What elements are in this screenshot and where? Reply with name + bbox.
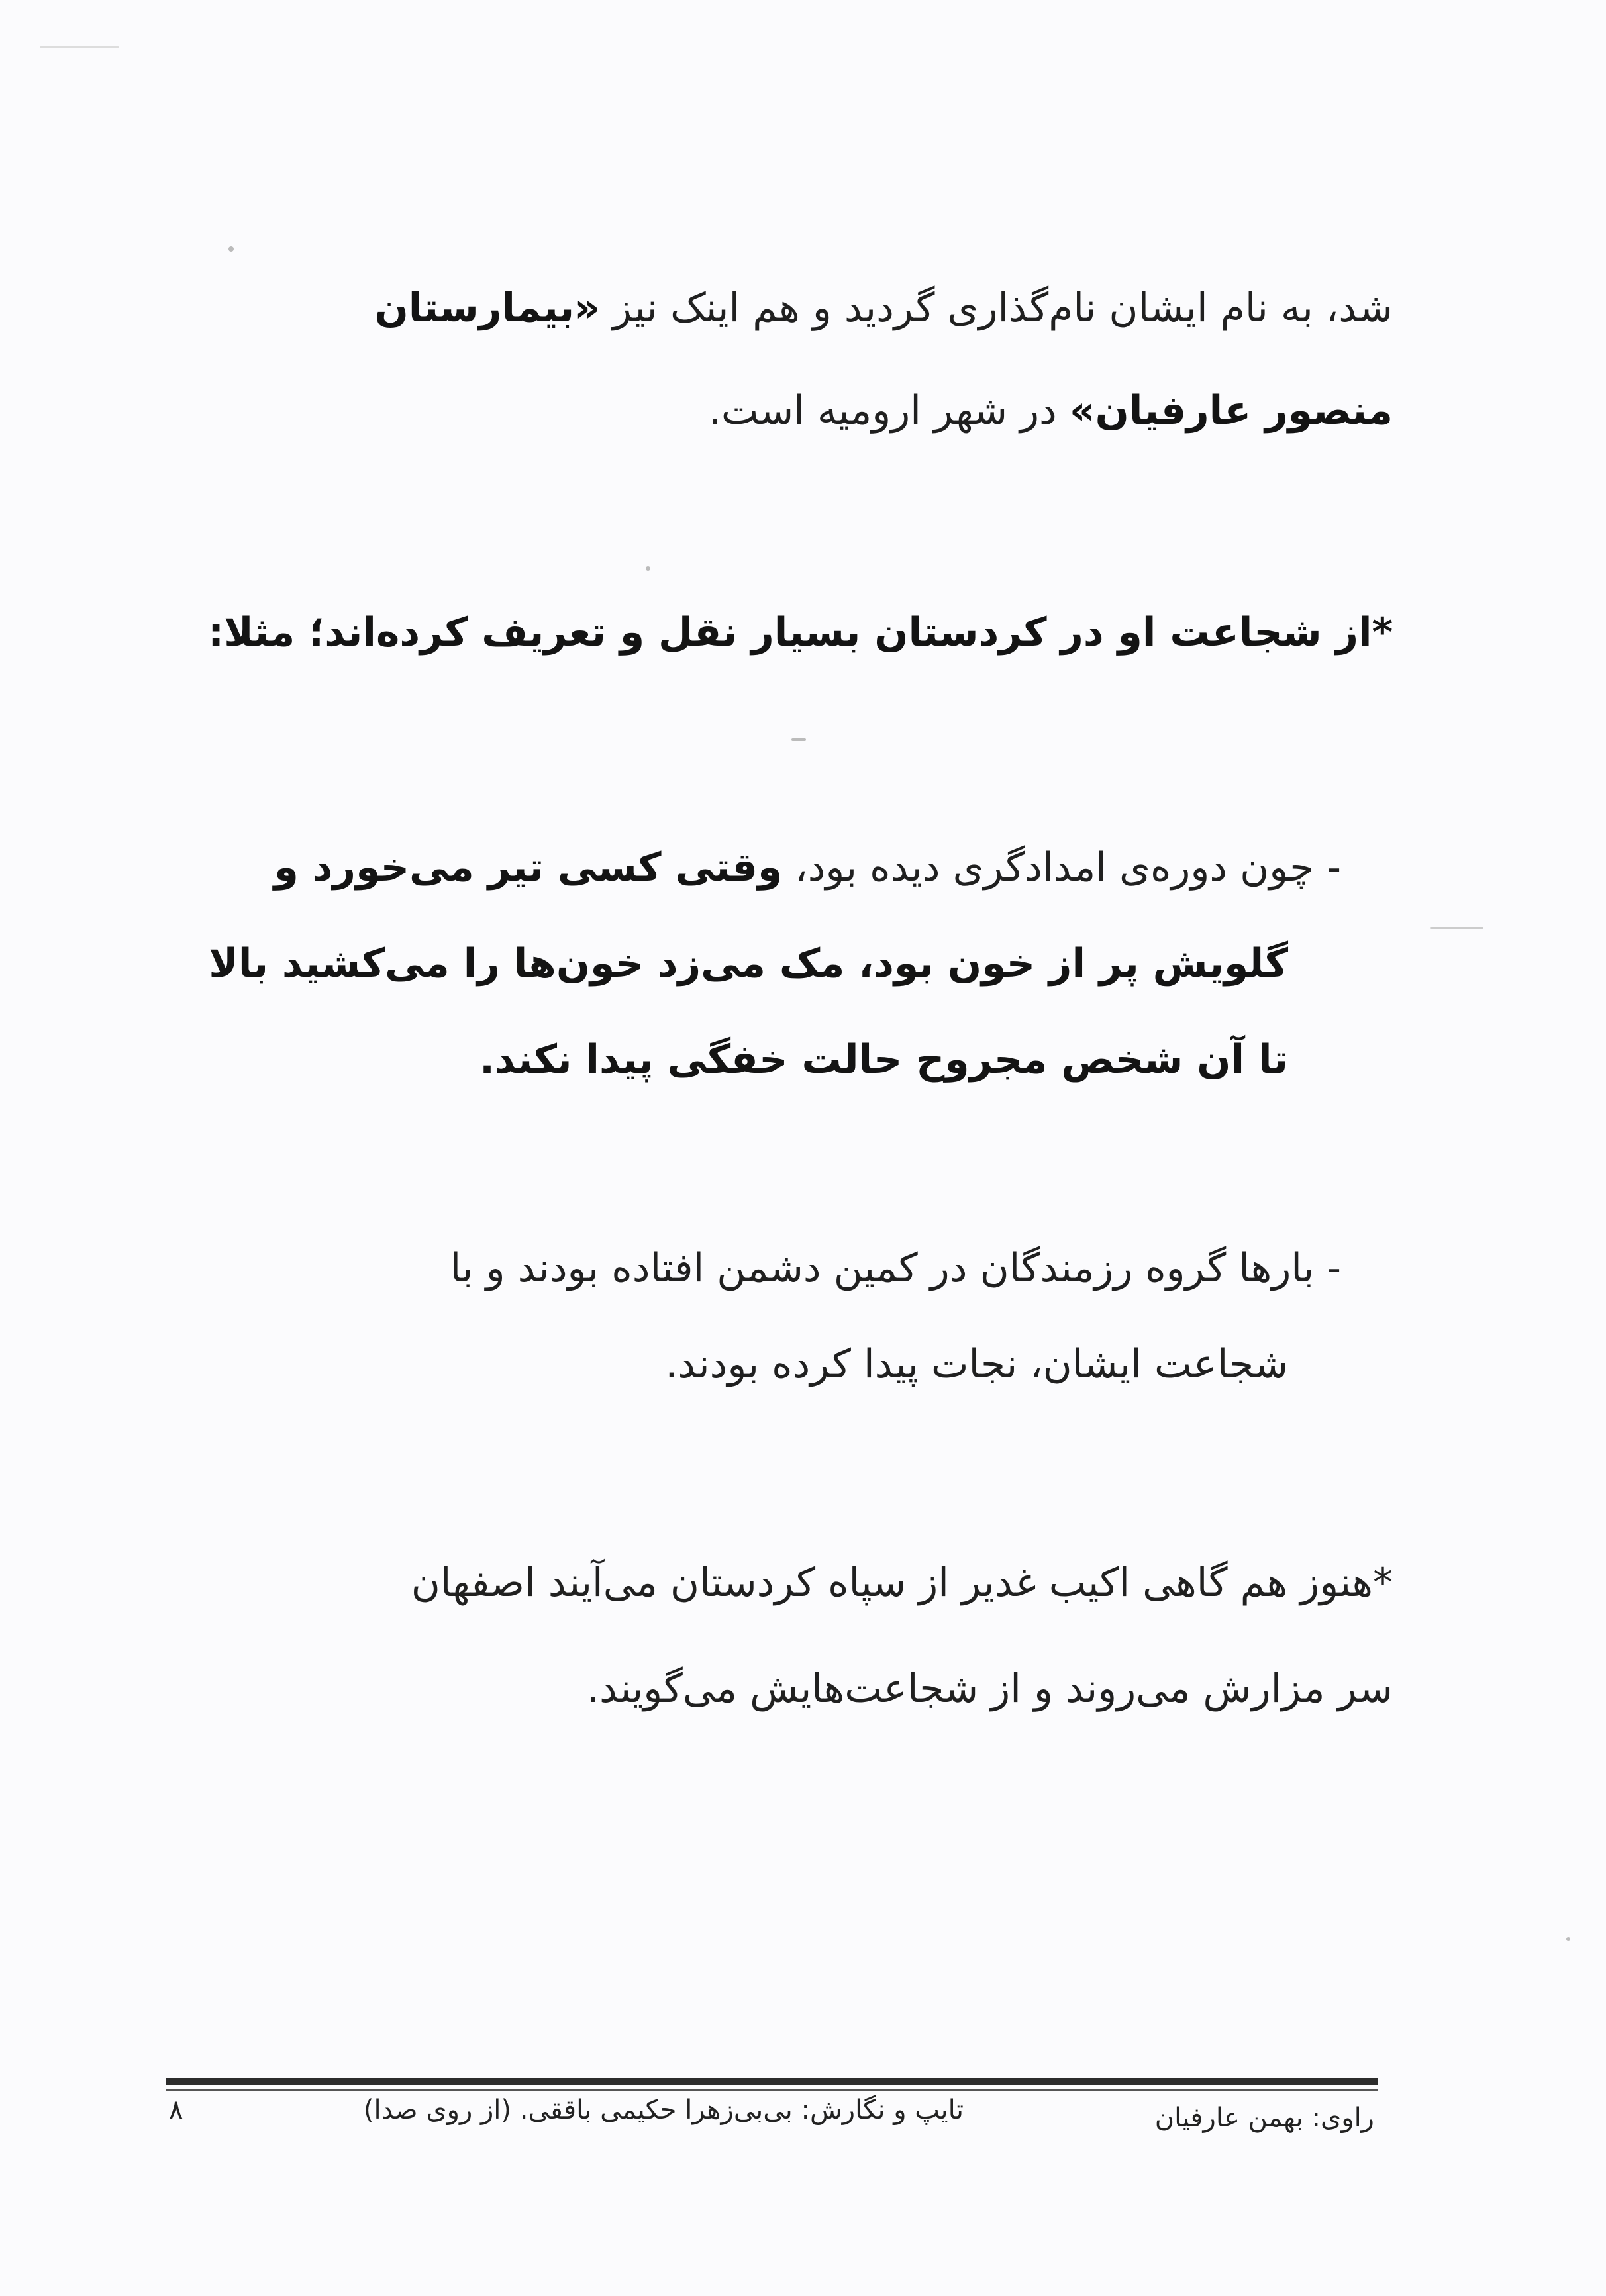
paragraph1-line2-bold: منصور عارفیان» [1069,387,1393,434]
scan-speck [40,46,119,48]
scan-speck [646,566,650,571]
paragraph1-line1 [375,278,1393,338]
footer-rule [166,2078,1378,2085]
paragraph2-line2: سر مزارش می‌روند و از شجاعت‌هایش می‌گویند. [586,1666,1393,1712]
bullet1-line2: گلویش پر از خون بود، مک می‌زد خون‌ها را می‌کشید بالا [209,940,1288,987]
bullet2-line2: شجاعت ایشان، نجات پیدا کرده بودند. [665,1341,1288,1387]
paragraph2-line1: *هنوز هم گاهی اکیب غدیر از سپاه کردستان می‌آیند اصفهان [411,1560,1393,1606]
bullet1-line3: تا آن شخص مجروح حالت خفگی پیدا نکند. [479,1036,1288,1083]
paragraph1-line2-text: در شهر ارومیه است. [708,387,1070,434]
bullet1-line1-bold: وقتی کسی تیر می‌خورد و [274,844,783,891]
scan-speck [791,738,806,741]
scan-speck [1430,927,1483,929]
footer-typist: تایپ و نگارش: بی‌بی‌زهرا حکیمی باققی. (از روی صدا) [363,2095,964,2125]
paragraph1-line1-text: شد، به نام ایشان نام‌گذاری گردید و هم اینک نیز [599,285,1393,331]
scan-speck [228,246,234,252]
footer-page-number: ۸ [169,2095,183,2125]
footer-rule-thin [166,2089,1378,2091]
scan-speck [1566,1937,1570,1941]
footer-narrator: راوی: بهمن عارفیان [1154,2103,1374,2133]
bullet1-line1-text: - چون دوره‌ی امدادگری دیده بود، [782,844,1341,891]
paragraph1-line1-bold: «بیمارستان [374,285,600,331]
paragraph1-line2 [709,381,1393,440]
bullet1-line1 [274,838,1341,897]
section-heading: *از شجاعت او در کردستان بسیار نقل و تعریف کرده‌اند؛ مثلا: [208,609,1393,656]
bullet2-line1: - بارها گروه رزمندگان در کمین دشمن افتاده بودند و با [450,1245,1341,1291]
